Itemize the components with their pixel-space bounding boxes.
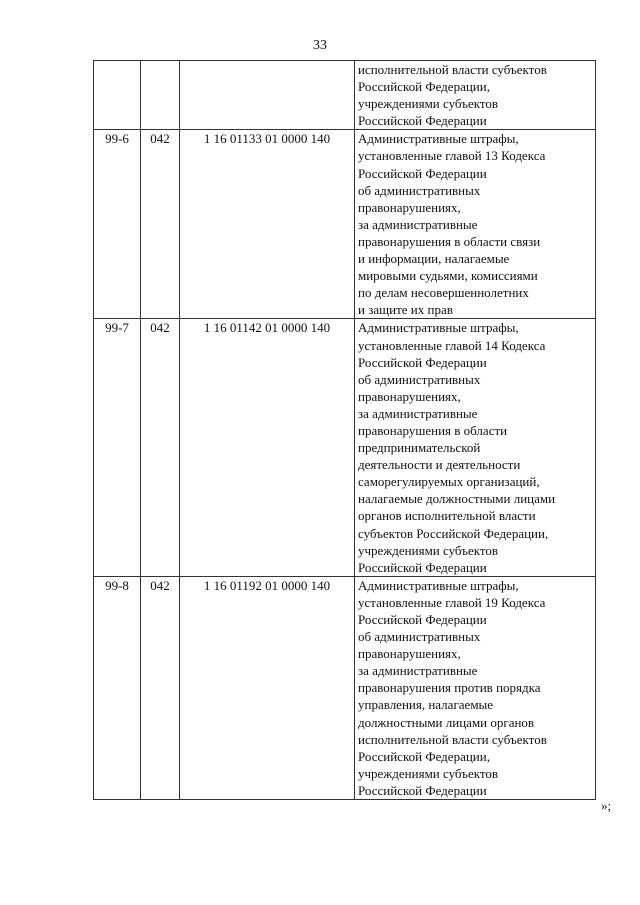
- admin-code-cell: 042: [141, 130, 180, 319]
- table-row: [94, 130, 596, 319]
- description-line: исполнительной власти субъектов: [358, 62, 547, 77]
- kbk-code-cell: 1 16 01142 01 0000 140: [180, 319, 355, 576]
- description-line: субъектов Российской Федерации,: [358, 525, 549, 541]
- description-line: Российской Федерации: [358, 782, 487, 798]
- description-cell: [355, 130, 596, 319]
- description-line: учреждениями субъектов: [358, 96, 499, 112]
- admin-code-cell: [141, 61, 180, 130]
- closing-quote-mark: »;: [601, 798, 612, 813]
- description-line: за административные: [358, 216, 478, 232]
- table-row: [94, 61, 596, 130]
- description-line: должностными лицами органов: [358, 714, 535, 730]
- description-line: установленные главой 13 Кодекса: [358, 148, 546, 164]
- description-line: об административных: [358, 371, 481, 387]
- description-line: за административные: [358, 405, 478, 421]
- kbk-code-cell: [180, 61, 355, 130]
- description-cell: [355, 319, 596, 576]
- description-line: и информации, налагаемые: [358, 251, 510, 267]
- description-line: предпринимательской: [358, 440, 481, 456]
- description-line: мировыми судьями, комиссиями: [358, 268, 538, 284]
- admin-code-cell: 042: [141, 319, 180, 576]
- kbk-code-cell: 1 16 01192 01 0000 140: [180, 576, 355, 799]
- description-line: Российской Федерации: [358, 113, 487, 129]
- description-line: Административные штрафы,: [358, 320, 519, 336]
- description-line: правонарушениях,: [358, 646, 461, 662]
- description-line: правонарушениях,: [358, 388, 461, 404]
- description-line: Российской Федерации,: [358, 79, 490, 95]
- description-line: Российской Федерации: [358, 559, 487, 575]
- table-row: [94, 576, 596, 799]
- row-number-cell: 99-6: [94, 130, 141, 319]
- description-line: правонарушения в области: [358, 422, 508, 438]
- description-line: саморегулируемых организаций,: [358, 474, 540, 490]
- description-line: за административные: [358, 663, 478, 679]
- description-line: Российской Федерации,: [358, 748, 490, 764]
- description-line: и защите их прав: [358, 302, 453, 318]
- description-line: управления, налагаемые: [358, 697, 494, 713]
- description-line: правонарушениях,: [358, 199, 461, 215]
- description-line: по делам несовершеннолетних: [358, 285, 529, 301]
- description-line: установленные главой 19 Кодекса: [358, 594, 546, 610]
- description-cell: [355, 61, 596, 130]
- description-line: исполнительной власти субъектов: [358, 731, 547, 747]
- description-line: об административных: [358, 629, 481, 645]
- page-number: 33: [313, 38, 327, 53]
- table-row: [94, 319, 596, 576]
- description-line: об административных: [358, 182, 481, 198]
- description-line: учреждениями субъектов: [358, 542, 499, 558]
- description-line: органов исполнительной власти: [358, 508, 536, 524]
- row-number-cell: 99-7: [94, 319, 141, 576]
- description-cell: [355, 576, 596, 799]
- row-number-cell: [94, 61, 141, 130]
- description-line: Российской Федерации: [358, 165, 487, 181]
- table-body: [94, 61, 596, 800]
- description-line: правонарушения в области связи: [358, 233, 541, 249]
- description-line: правонарушения против порядка: [358, 680, 541, 696]
- description-line: Административные штрафы,: [358, 577, 519, 593]
- admin-code-cell: 042: [141, 576, 180, 799]
- revenue-code-table: [93, 60, 596, 800]
- description-line: Российской Федерации: [358, 612, 487, 627]
- row-number-cell: 99-8: [94, 576, 141, 799]
- description-line: Административные штрафы,: [358, 131, 519, 147]
- description-line: Российской Федерации: [358, 354, 487, 370]
- description-line: деятельности и деятельности: [358, 457, 521, 473]
- description-line: установленные главой 14 Кодекса: [358, 337, 546, 353]
- kbk-code-cell: 1 16 01133 01 0000 140: [180, 130, 355, 319]
- description-line: налагаемые должностными лицами: [358, 491, 556, 507]
- description-line: учреждениями субъектов: [358, 765, 499, 781]
